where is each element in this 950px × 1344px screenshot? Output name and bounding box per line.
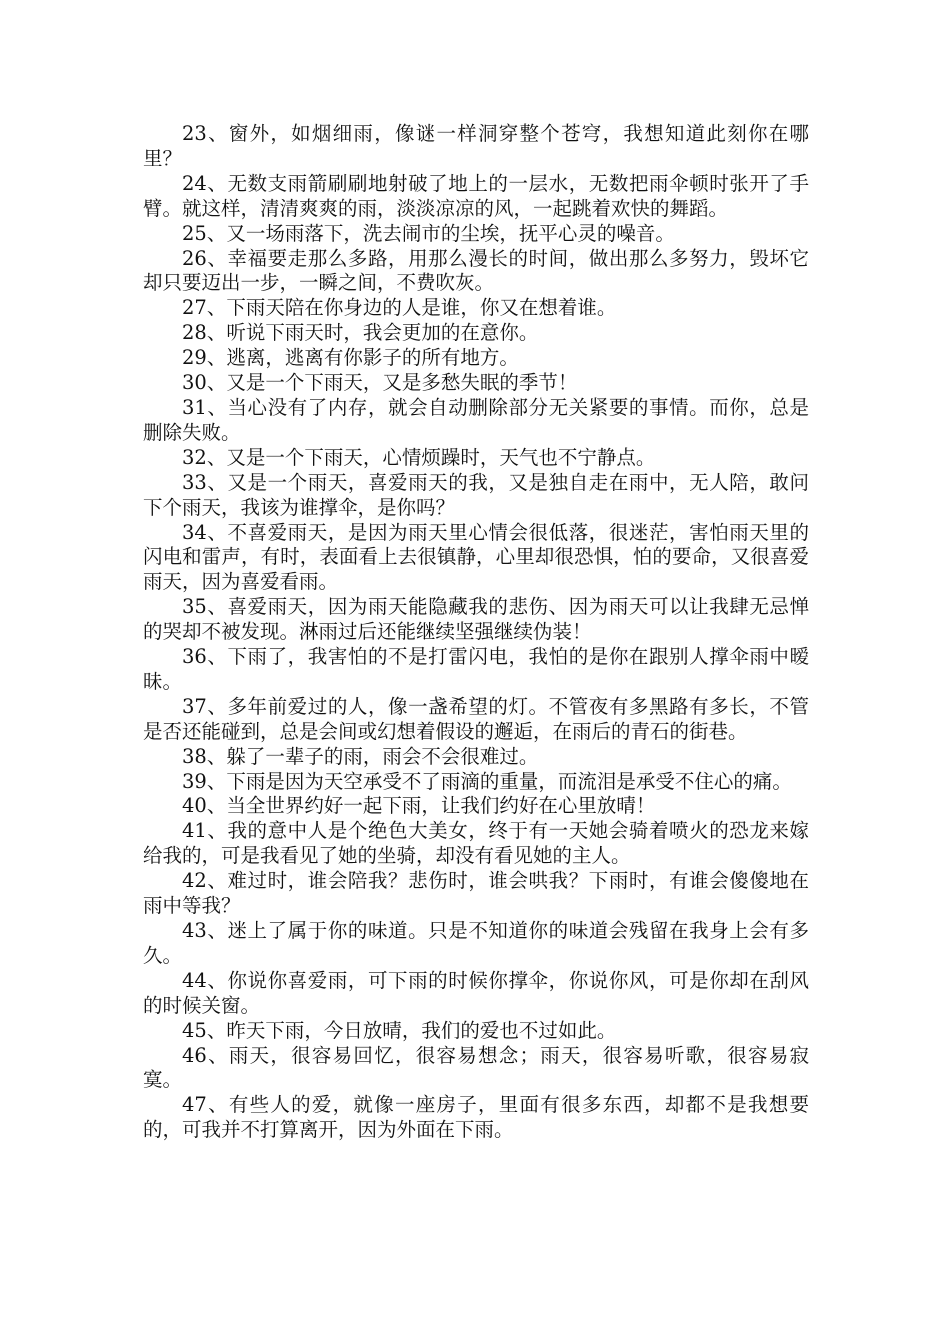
paragraph-42: 42、难过时，谁会陪我？悲伤时，谁会哄我？下雨时，有谁会傻傻地在雨中等我？ (143, 869, 809, 918)
paragraph-35: 35、喜爱雨天，因为雨天能隐藏我的悲伤、因为雨天可以让我肆无忌惮的哭却不被发现。淋雨过后还能继续坚强继续伪装！ (143, 595, 809, 644)
paragraph-33: 33、又是一个雨天，喜爱雨天的我，又是独自走在雨中，无人陪，敢问下个雨天，我该为谁撑伞，是你吗？ (143, 470, 809, 519)
paragraph-34: 34、不喜爱雨天，是因为雨天里心情会很低落，很迷茫，害怕雨天里的闪电和雷声，有时，表面看上去很镇静，心里却很恐惧，怕的要命，又很喜爱雨天，因为喜爱看雨。 (143, 520, 809, 594)
paragraph-45: 45、昨天下雨，今日放晴，我们的爱也不过如此。 (182, 1018, 617, 1042)
paragraph-41: 41、我的意中人是个绝色大美女，终于有一天她会骑着喷火的恐龙来嫁给我的，可是我看见了她的坐骑，却没有看见她的主人。 (143, 819, 809, 868)
paragraph-39: 39、下雨是因为天空承受不了雨滴的重量，而流泪是承受不住心的痛。 (182, 769, 792, 793)
paragraph-28: 28、听说下雨天时，我会更加的在意你。 (182, 321, 539, 345)
paragraph-27: 27、下雨天陪在你身边的人是谁，你又在想着谁。 (182, 296, 617, 320)
paragraph-32: 32、又是一个下雨天，心情烦躁时，天气也不宁静点。 (182, 445, 656, 469)
paragraph-24: 24、无数支雨箭刷刷地射破了地上的一层水，无数把雨伞顿时张开了手臂。就这样，清清爽爽的雨，淡淡凉凉的风，一起跳着欢快的舞蹈。 (143, 171, 809, 220)
paragraph-47: 47、有些人的爱，就像一座房子，里面有很多东西，却都不是我想要的，可我并不打算离开，因为外面在下雨。 (143, 1093, 809, 1142)
paragraph-36: 36、下雨了，我害怕的不是打雷闪电，我怕的是你在跟别人撑伞雨中暧昧。 (143, 645, 809, 693)
paragraph-43: 43、迷上了属于你的味道。只是不知道你的味道会残留在我身上会有多久。 (143, 919, 809, 967)
paragraph-23: 23、窗外，如烟细雨，像谜一样洞穿整个苍穹，我想知道此刻你在哪里？ (143, 122, 809, 170)
paragraph-38: 38、躲了一辈子的雨，雨会不会很难过。 (182, 744, 539, 768)
paragraph-26: 26、幸福要走那么多路，用那么漫长的时间，做出那么多努力，毁坏它却只要迈出一步，一瞬之间，不费吹灰。 (143, 246, 809, 295)
paragraph-25: 25、又一场雨落下，洗去闹市的尘埃，抚平心灵的噪音。 (182, 221, 675, 245)
paragraph-29: 29、逃离，逃离有你影子的所有地方。 (182, 346, 519, 370)
paragraph-31: 31、当心没有了内存，就会自动删除部分无关紧要的事情。而你，总是删除失败。 (143, 395, 809, 444)
paragraph-37: 37、多年前爱过的人，像一盏希望的灯。不管夜有多黑路有多长，不管是否还能碰到，总是会间或幻想着假设的邂逅，在雨后的青石的街巷。 (143, 694, 809, 743)
paragraph-46: 46、雨天，很容易回忆，很容易想念；雨天，很容易听歌，很容易寂寞。 (143, 1043, 809, 1092)
paragraph-44: 44、你说你喜爱雨，可下雨的时候你撑伞，你说你风，可是你却在刮风的时候关窗。 (143, 968, 809, 1017)
document-body (143, 122, 809, 1143)
paragraph-40: 40、当全世界约好一起下雨，让我们约好在心里放晴！ (182, 794, 656, 818)
paragraph-30: 30、又是一个下雨天，又是多愁失眠的季节！ (182, 371, 578, 395)
